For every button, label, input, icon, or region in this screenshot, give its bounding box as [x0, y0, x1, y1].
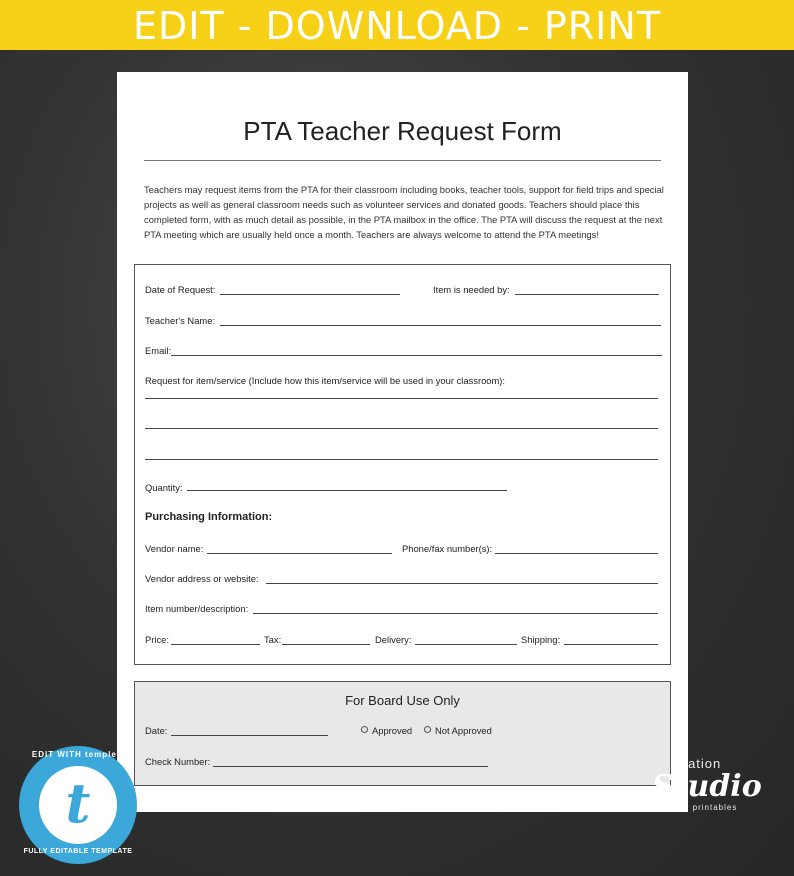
check-number-label: Check Number:: [145, 756, 211, 767]
approved-label: Approved: [372, 725, 413, 736]
phone-fax-line[interactable]: [495, 553, 658, 554]
badge-bottom-text: FULLY EDITABLE TEMPLATE: [23, 848, 133, 855]
not-approved-option[interactable]: [424, 725, 492, 736]
top-banner: EDIT - DOWNLOAD - PRINT: [0, 0, 794, 50]
board-use-panel: [134, 681, 671, 786]
tax-label: Tax:: [264, 634, 282, 645]
templett-badge: [19, 746, 137, 864]
logo-sub-text: party printables: [666, 803, 738, 812]
quantity-line[interactable]: [187, 490, 507, 491]
vendor-address-line[interactable]: [266, 583, 658, 584]
teachers-name-label: Teacher's Name:: [145, 315, 216, 326]
item-needed-by-label: Item is needed by:: [433, 284, 510, 295]
vendor-address-label: Vendor address or website:: [145, 573, 259, 584]
board-date-label: Date:: [145, 725, 168, 736]
request-item-label: Request for item/service (Include how this item/service will be used in your classroom):: [145, 375, 506, 386]
phone-fax-label: Phone/fax number(s):: [402, 543, 493, 554]
templett-t-icon: t: [65, 771, 91, 835]
item-number-label: Item number/description:: [145, 603, 249, 614]
delivery-label: Delivery:: [375, 634, 412, 645]
vendor-name-line[interactable]: [207, 553, 392, 554]
price-label: Price:: [145, 634, 169, 645]
approved-radio-icon[interactable]: [361, 726, 368, 733]
email-label: Email:: [145, 345, 172, 356]
date-of-request-label: Date of Request:: [145, 284, 216, 295]
intro-paragraph: Teachers may request items from the PTA for their classroom including books, teacher tools, support for field trips and special projects as well as general classroom needs such as volunteer services and donated goods. Teachers should place this completed form, with as much detail as possible, in the PTA mailbox in the office. The PTA will discuss the request at the next PTA meeting which are usually held once a month. Teachers are always welcome to attend the PTA meetings!: [144, 184, 664, 240]
item-number-line[interactable]: [253, 613, 658, 614]
shipping-label: Shipping:: [521, 634, 561, 645]
item-needed-by-line[interactable]: [515, 294, 659, 295]
request-line-2[interactable]: [145, 428, 658, 429]
badge-inner-circle: [39, 766, 117, 844]
request-details-box: [134, 264, 671, 665]
board-date-line[interactable]: [171, 735, 328, 736]
check-number-line[interactable]: [213, 766, 488, 767]
shipping-line[interactable]: [564, 644, 658, 645]
quantity-label: Quantity:: [145, 482, 183, 493]
email-line[interactable]: [171, 355, 662, 356]
form-page: [117, 72, 688, 812]
purchasing-heading: Purchasing Information:: [145, 511, 273, 523]
tax-line[interactable]: [282, 644, 370, 645]
vendor-name-label: Vendor name:: [145, 543, 204, 554]
request-line-1[interactable]: [145, 398, 658, 399]
board-use-heading: For Board Use Only: [345, 693, 460, 708]
studio-logo: [652, 752, 762, 832]
request-line-3[interactable]: [145, 459, 658, 460]
approved-option[interactable]: [361, 725, 412, 736]
date-of-request-line[interactable]: [220, 294, 400, 295]
not-approved-radio-icon[interactable]: [424, 726, 431, 733]
not-approved-label: Not Approved: [435, 725, 492, 736]
title-divider: [144, 160, 661, 161]
logo-main-text: Studio: [652, 769, 762, 804]
teachers-name-line[interactable]: [220, 325, 661, 326]
logo-top-text: ration: [682, 756, 722, 771]
price-line[interactable]: [171, 644, 260, 645]
badge-top-text: EDIT WITH templett: [31, 750, 125, 759]
form-title: PTA Teacher Request Form: [243, 116, 562, 146]
delivery-line[interactable]: [415, 644, 517, 645]
